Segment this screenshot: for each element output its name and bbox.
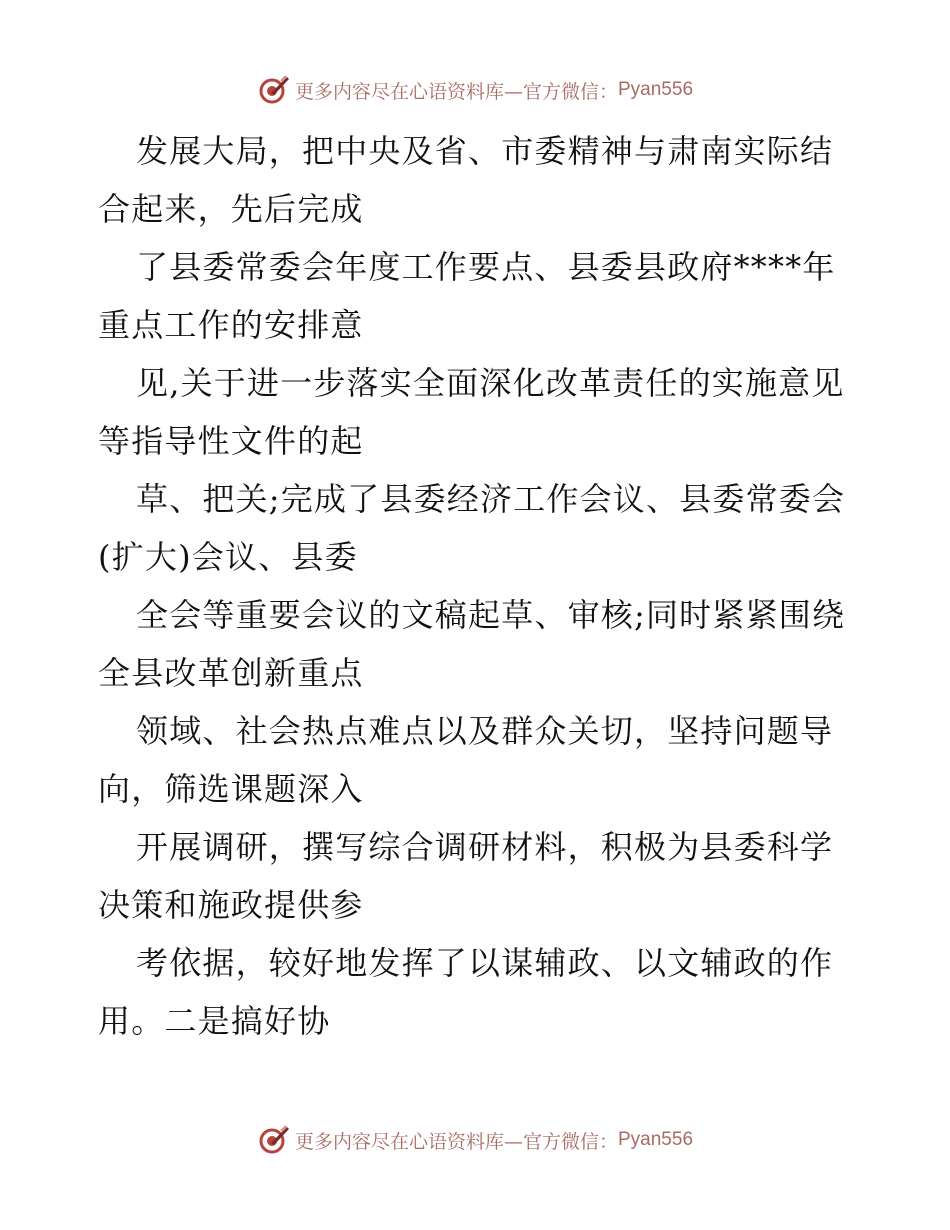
document-body [98,122,858,1050]
paragraph: 开展调研，撰写综合调研材料，积极为县委科学决策和施政提供参 [98,828,834,924]
paragraph: 草、把关;完成了县委经济工作会议、县委常委会(扩大)会议、县委 [98,480,846,576]
paragraph: 见,关于进一步落实全面深化改革责任的实施意见等指导性文件的起 [98,364,845,460]
paragraph: 全会等重要会议的文稿起草、审核;同时紧紧围绕全县改革创新重点 [98,596,846,692]
paragraph: 考依据，较好地发挥了以谋辅政、以文辅政的作用。二是搞好协 [98,944,834,1040]
watermark-text: 更多内容尽在心语资料库—官方微信： [294,80,618,103]
paragraph: 领域、社会热点难点以及群众关切，坚持问题导向，筛选课题深入 [98,712,834,808]
watermark-wechat-id: Pyan556 [618,1129,694,1150]
header-watermark [0,72,950,108]
paragraph: 发展大局，把中央及省、市委精神与肃南实际结合起来，先后完成 [98,132,834,228]
paragraph: 了县委常委会年度工作要点、县委县政府****年重点工作的安排意 [98,248,836,344]
watermark-wechat-id: Pyan556 [618,79,694,100]
quill-seal-icon [257,73,291,107]
quill-seal-icon [257,1123,291,1157]
footer-watermark [0,1122,950,1158]
watermark-text: 更多内容尽在心语资料库—官方微信： [294,1130,618,1153]
